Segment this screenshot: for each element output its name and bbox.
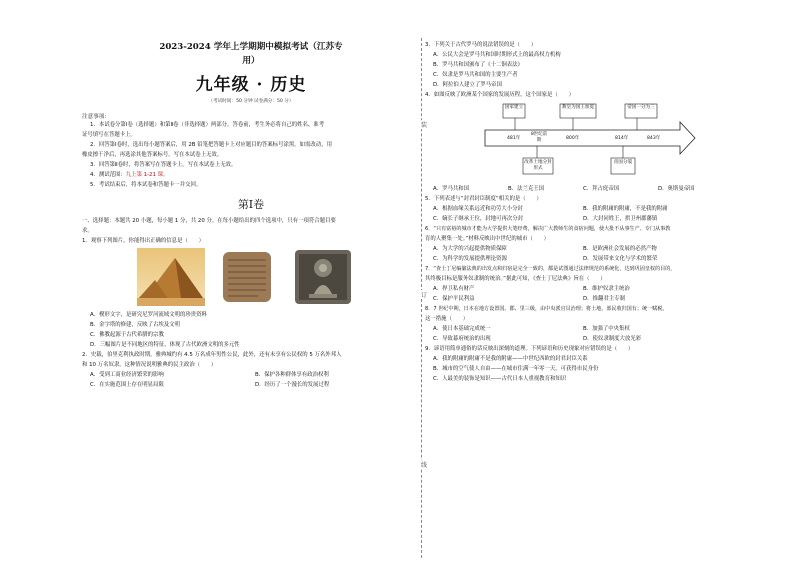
question-stem: 和 10 万名奴隶。这种情况说明雅典的民主政治（ ） xyxy=(82,362,217,368)
option: B．罗马共和国颁布了《十二铜表法》 xyxy=(433,62,523,68)
option: B．维护奴隶主统治 xyxy=(583,286,630,292)
option: A．楔形文字，是研究尼罗河流域文明的珍贵资料 xyxy=(90,312,207,318)
option: B．保护各种群体享有政治权利 xyxy=(255,372,329,378)
question-1 xyxy=(82,236,420,350)
notice-item: 橡皮擦干净后，再选涂其他答案标号。写在本试卷上无效。 xyxy=(82,152,223,158)
option: D．三幅图片是不同地区的特征，体现了古代欧洲文明的多元性 xyxy=(90,342,240,348)
option-row xyxy=(425,284,733,294)
option-row xyxy=(425,204,733,214)
test-range: 九上第 1-21 课。 xyxy=(125,172,169,178)
question-stem: 6．“只有富裕的城市才能为大学提供大笔经费，解决广大教师生的食宿问题，使大批不从事生产、专门从事教 xyxy=(425,226,671,232)
option-row xyxy=(425,294,733,304)
question-stem: 9．谚语用简单通俗的话反映出深刻的道理。下列谚语和历史现象对应错误的是（ ） xyxy=(425,346,634,352)
question-images xyxy=(82,248,420,306)
option: A．捍卫私有财产 xyxy=(433,286,475,292)
buddha-relief-image xyxy=(289,248,357,306)
option-row xyxy=(425,334,733,344)
volume-title: 第Ⅰ卷 xyxy=(237,198,265,211)
option-row xyxy=(425,244,733,254)
option: B．金字塔的修建，反映了古埃及文明 xyxy=(90,322,180,328)
option: A．公民大会是罗马共和国时期形式上的最高权力机构 xyxy=(433,52,561,58)
question-9 xyxy=(425,344,733,384)
question-2 xyxy=(82,350,420,390)
question-stem: 7．“查士丁尼编纂法典的出发点和归宿是完全一致的，都是试图通过法律规范的系统化，达到巩固皇权的目的， xyxy=(425,266,676,272)
question-8 xyxy=(425,304,733,344)
option: D．奥斯曼帝国 xyxy=(658,186,695,192)
subject-title: 九年级 · 历史 xyxy=(195,75,307,95)
binding-mark: 装 xyxy=(421,122,428,129)
option: D．经历了一个漫长的发展过程 xyxy=(255,382,330,388)
notice-item: 5．考试结束后，将本试卷和答题卡一并交回。 xyxy=(90,182,202,188)
notice-list xyxy=(82,120,420,190)
timeline-diagram xyxy=(425,102,733,180)
option-row xyxy=(425,214,733,224)
option: C．嫡长子继承王位，封地可再次分封 xyxy=(433,216,524,222)
option: B．法兰克王国 xyxy=(508,186,545,192)
timeline-event: 改革土地分封形式 xyxy=(524,160,552,171)
option: C．为科学的发展提供理论资源 xyxy=(433,256,507,262)
option: A．为大学的兴起提供物质保障 xyxy=(433,246,507,252)
question-4 xyxy=(425,90,733,194)
option: A．根据血缘关系远近和功劳大小分封 xyxy=(433,206,523,212)
question-stem: 1．观察下列图片，你能得出正确的信息是（ ） xyxy=(82,238,205,244)
notice-item: 3．回答第Ⅱ卷时，将答案写在答题卡上。写在本试卷上无效。 xyxy=(90,162,237,168)
option: C．佛教起源于古代希腊的宗教 xyxy=(90,332,164,338)
question-6 xyxy=(425,224,733,264)
question-stem: 其终极目标是服务奴隶制的统治。”据此可知，《查士丁尼法典》旨在（ ） xyxy=(425,276,606,282)
notice-item: 4．测试范围：九上第 1-21 课。 xyxy=(90,172,169,178)
question-stem: 8．7 世纪中期，日本在地方设置国、郡、里三级，由中央派官员治理；将土地、部民收归国有；统一赋税。 xyxy=(425,306,668,312)
timeline-event: 帝国分裂 xyxy=(613,160,633,165)
option: C．拜占庭帝国 xyxy=(583,186,620,192)
option: D．大封同姓王，拱卫州郡藩镇 xyxy=(583,216,658,222)
option: C．在实施范围上存在明显局限 xyxy=(90,382,164,388)
timeline-year: 843年 xyxy=(647,136,661,141)
notice-item: 1．本试卷分第Ⅰ卷（选择题）和第Ⅱ卷（非选择题）两部分。答卷前，考生务必将自己的姓名、准考 xyxy=(90,122,325,128)
option: D．发展带来文化与学术的繁荣 xyxy=(583,256,658,262)
question-stem: 3．下列关于古代罗马的说法错误的是（ ） xyxy=(425,42,537,48)
question-stem: 5．下列表述与“封君封臣制度”相关的是（ ） xyxy=(425,196,542,202)
timeline-event: 教皇为国王加冕 xyxy=(561,105,595,110)
question-stem: 2．史载，伯里克利执政时期，雅典城约有 4.5 万名成年男性公民，此外，还有未享有公民权的 5 万名外邦人 xyxy=(82,352,342,358)
option: C．人最美的装饰是知识——古代日本人重视教育和知识 xyxy=(433,376,567,382)
timeline-event: 帝国一分为三 xyxy=(627,105,655,110)
timeline-year: 481年 xyxy=(507,136,521,141)
option: A．使日本基础完成统一 xyxy=(433,326,491,332)
timeline-year: 814年 xyxy=(615,136,629,141)
option: B．是欧洲社会发展的必然产物 xyxy=(583,246,657,252)
option-row xyxy=(425,184,733,194)
exam-meta: （考试时间：50 分钟 试卷满分：50 分） xyxy=(208,99,294,104)
question-stem: 育的人聚集一处。”材料反映出中世纪的城市（ ） xyxy=(425,236,550,242)
option: C．奴隶是罗马共和国的主要生产者 xyxy=(433,72,518,78)
option-row xyxy=(82,380,420,390)
option: C．保护平民利益 xyxy=(433,296,475,302)
option: B．我的附庸的附庸，不是我的附庸 xyxy=(583,206,668,212)
right-column xyxy=(425,40,733,384)
timeline-year: 8世纪前期 xyxy=(531,132,547,143)
option: B．城市的空气使人自由——在城市住满一年零一天，可获得市民身份 xyxy=(433,366,599,372)
option-row xyxy=(82,370,420,380)
option-row xyxy=(425,254,733,264)
question-stem: 4．如图反映了欧洲某个国家的发展历程，这个国家是（ ） xyxy=(425,92,574,98)
question-stem: 这一措施（ ） xyxy=(425,316,469,322)
option: D．推翻君主专制 xyxy=(583,296,625,302)
left-column xyxy=(82,40,420,390)
question-5 xyxy=(425,194,733,224)
option: B．加强了中央集权 xyxy=(583,326,630,332)
question-7 xyxy=(425,264,733,304)
option: C．导致幕府统治的出现 xyxy=(433,336,491,342)
exam-title: 2023-2024 学年上学期期中模拟考试（江苏专 用） xyxy=(159,42,343,66)
notice-item: 2．回答第Ⅰ卷时，选出每小题答案后，用 2B 铅笔把答题卡上对应题目的答案标号涂黑。如需改动，用 xyxy=(90,142,332,148)
option: A．我的附庸的附庸不是我的附庸——中世纪西欧的封君封臣关系 xyxy=(433,356,588,362)
notice-item: 证号填写在答题卡上。 xyxy=(82,132,136,138)
timeline-year: 800年 xyxy=(566,136,580,141)
notice-heading: 注意事项: xyxy=(82,114,107,120)
option-row xyxy=(425,324,733,334)
option: A．受到工商业经济繁荣的影响 xyxy=(90,372,164,378)
cuneiform-tablet-image xyxy=(213,248,281,306)
option: D．使奴隶制度大放光彩 xyxy=(583,336,642,342)
binding-mark: 线 xyxy=(421,462,428,469)
option: D．阿拉伯人建立了罗马帝国 xyxy=(433,82,502,88)
binding-mark: 订 xyxy=(421,292,428,299)
option: A．罗马共和国 xyxy=(433,186,470,192)
question-3 xyxy=(425,40,733,90)
pyramid-image xyxy=(137,248,205,306)
timeline-event: 国家建立 xyxy=(504,105,524,110)
section-intro: 一、选择题：本题共 20 小题，每小题 1 分，共 20 分。在每小题给出的四个选项中，只有一项符合题目要 求。 xyxy=(82,218,336,234)
